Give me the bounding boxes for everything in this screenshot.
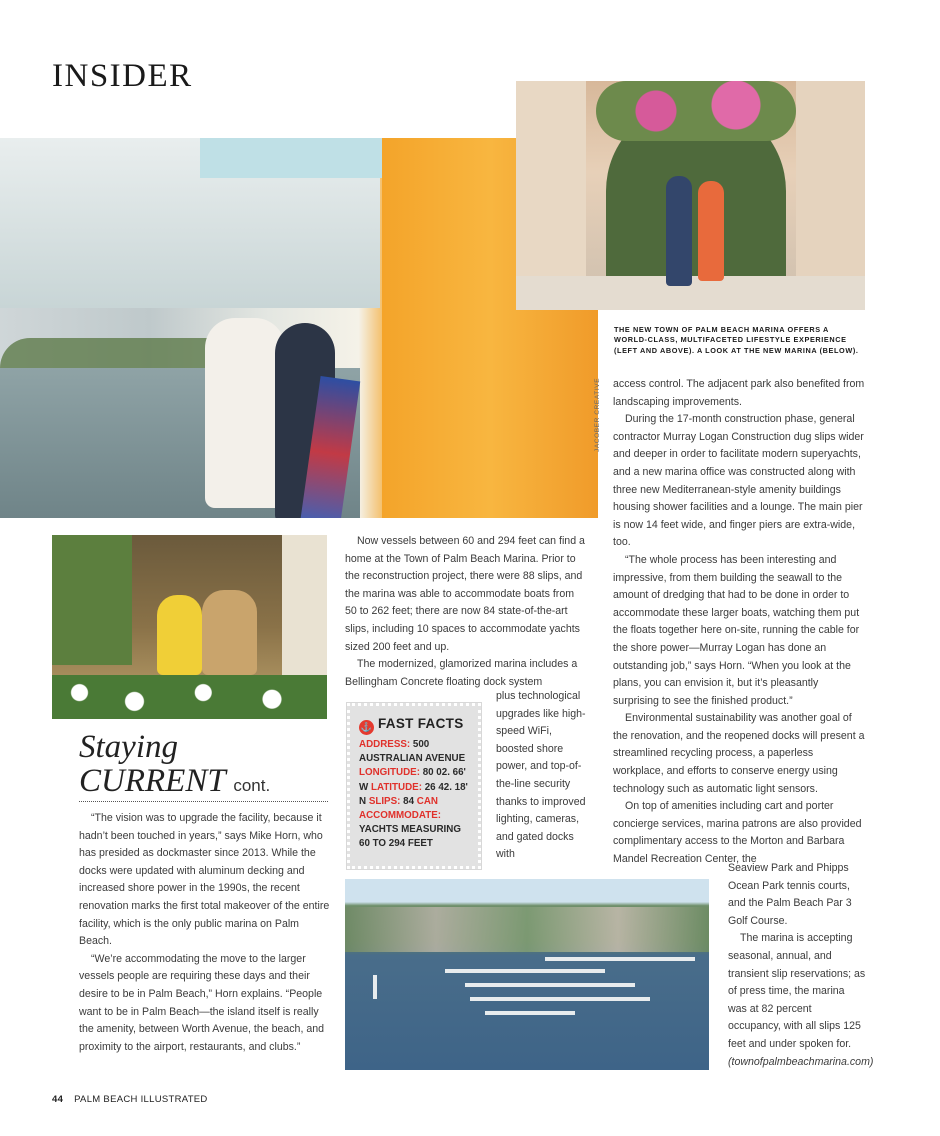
- paragraph: “The vision was to upgrade the facility, because it hadn’t been touched in years,” says Mike Horn, who has presided as dockmaster since 2013. While the docks were updated with aluminum decking and increased shore power in the 1990s, the recent renovation marks the first total makeover of the entire facility, which is the only public marina on Palm Beach.: [79, 812, 330, 948]
- pier: [373, 975, 377, 999]
- paragraph: [728, 930, 874, 1071]
- boat-couple-photo: [0, 138, 598, 518]
- town-skyline: [345, 907, 709, 952]
- headline-line2: CURRENT: [79, 763, 226, 799]
- dock: [445, 969, 605, 973]
- page-footer: [52, 1094, 208, 1105]
- marina-url: (townofpalmbeachmarina.com): [728, 1055, 874, 1068]
- arch-walkway-photo: [516, 81, 865, 310]
- fast-facts-title-text: FAST FACTS: [378, 716, 464, 731]
- dining-couple-photo: [52, 535, 327, 719]
- dock: [485, 1011, 575, 1015]
- photo-caption: THE NEW TOWN OF PALM BEACH MARINA OFFERS A WORLD-CLASS, MULTIFACETED LIFESTYLE EXPERIENCE (LEFT AND ABOVE). A LOOK AT THE NEW MARINA (BELOW).: [614, 325, 859, 355]
- window-greenery: [52, 535, 132, 665]
- paragraph: “We’re accommodating the move to the larger vessels people are requiring these days and their desire to be in Palm Beach,” Horn explains. “People want to be in Palm Beach—the island itself is really the amenity, between Worth Avenue, the beach, and proximity to the airport, restaurants, and clubs.”: [79, 952, 325, 1053]
- fast-facts-box: [347, 703, 481, 869]
- longitude-value: 80 02. 66' W: [359, 767, 466, 793]
- right-column: [613, 376, 866, 869]
- middle-column: [345, 533, 588, 691]
- paragraph: On top of amenities including cart and porter concierge services, marina patrons are also provided complimentary access to the Morton and Barbara Mandel Recreation Center, the: [613, 800, 862, 866]
- paragraph: Environmental sustainability was another goal of the renovation, and the reopened docks will present a streamlined recycling process, a paperless workplace, and efforts to conserve energy using technology such as automatic light sensors.: [613, 712, 865, 795]
- paragraph: plus technological upgrades like high-speed WiFi, boosted shore power, and top-of-the-line security thanks to improved lighting, cameras, and gated docks with: [496, 690, 586, 861]
- dock: [465, 983, 635, 987]
- dock: [470, 997, 650, 1001]
- boat-canopy: [200, 138, 390, 178]
- aerial-marina-photo: [345, 879, 709, 1070]
- photo-credit: JACOBER CREATIVE: [594, 377, 601, 452]
- paragraph: Now vessels between 60 and 294 feet can find a home at the Town of Palm Beach Marina. Prior to the reconstruction project, there were 88 slips, and the marina was able to accommodate boats from 50 to 262 feet; there are now 84 state-of-the-art slips, including 10 spaces to accommodate yachts sized 200 feet and up.: [345, 535, 585, 653]
- left-column: [79, 810, 331, 1056]
- flower-planter: [52, 675, 327, 719]
- right-narrow-column: [728, 860, 874, 1071]
- longitude-label: LONGITUDE:: [359, 767, 420, 779]
- paragraph: “The whole process has been interesting and impressive, from them building the seawall to the amount of dredging that had to be done in order to accommodate these larger boats, watching them put the floats together here on-site, running the cable for the shore power—Murray Logan has done an outstanding job,” says Horn. “When you look at the plans, you can envision it, but it’s pleasantly surprising to see the finished product.”: [613, 553, 860, 707]
- paragraph: During the 17-month construction phase, general contractor Murray Logan Construction dug slips wider and deeper in order to facilitate modern superyachts, and a new marina office was constructed along with three new Mediterranean-style amenity buildings housing shower facilities and a lounge. The main pier is now 14 feet wide, and finger piers are extra-wide, too.: [613, 413, 864, 549]
- middle-narrow-column: [496, 688, 591, 864]
- capacity-value: YACHTS MEASURING 60 TO 294 FEET: [359, 824, 461, 850]
- man-tan-jacket: [202, 590, 257, 675]
- section-title: INSIDER: [52, 58, 193, 94]
- headline: [79, 730, 329, 803]
- woman-walking: [698, 181, 724, 281]
- address-value: 500 AUSTRALIAN AVENUE: [359, 739, 466, 765]
- woman-yellow-dress: [157, 595, 202, 675]
- headline-line1: Staying: [79, 729, 178, 765]
- paragraph-text: The marina is accepting seasonal, annual, and transient slip reservations; as of press time, the marina was at 82 percent occupancy, with all slips 125 feet and under spoken for.: [728, 932, 866, 1050]
- page-number: 44: [52, 1094, 64, 1105]
- paragraph: The modernized, glamorized marina includes a Bellingham Concrete floating dock system: [345, 658, 578, 688]
- latitude-label: LATITUDE:: [370, 781, 422, 793]
- capacity-label: CAN ACCOMMODATE:: [359, 795, 441, 822]
- fast-facts-title: [359, 716, 464, 735]
- dock: [545, 957, 695, 961]
- slips-label: SLIPS:: [368, 795, 401, 807]
- publication-name: PALM BEACH ILLUSTRATED: [74, 1094, 208, 1105]
- headline-rule: [79, 801, 328, 802]
- headline-cont: cont.: [233, 776, 271, 795]
- fast-facts-body: [359, 738, 473, 852]
- bougainvillea: [596, 81, 796, 141]
- paragraph: access control. The adjacent park also benefited from landscaping improvements.: [613, 378, 865, 408]
- woman-figure: [205, 318, 285, 508]
- man-walking: [666, 176, 692, 286]
- paragraph: Seaview Park and Phipps Ocean Park tennis courts, and the Palm Beach Par 3 Golf Course.: [728, 862, 852, 927]
- slips-value: 84: [403, 795, 415, 807]
- address-label: ADDRESS:: [359, 739, 411, 750]
- latitude-value: 26 42. 18' N: [359, 781, 468, 807]
- anchor-icon: ⚓: [359, 720, 374, 735]
